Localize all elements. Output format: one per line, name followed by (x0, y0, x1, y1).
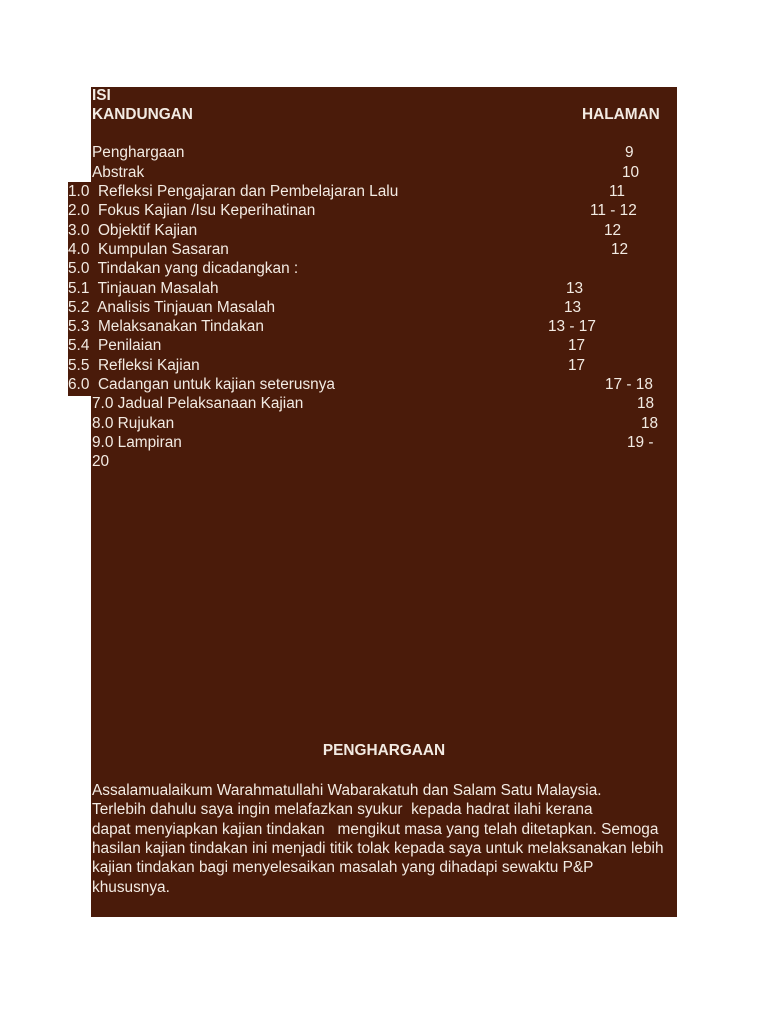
toc-entry (0, 375, 768, 394)
toc-title-row-1 (0, 86, 768, 105)
paragraph-line (0, 878, 768, 897)
paragraph-line (0, 839, 768, 858)
toc-entry-label: 3.0 Objektif Kajian (68, 221, 198, 239)
toc-entry-label: 5.1 Tinjauan Masalah (68, 279, 219, 297)
toc-entry-label: 5.5 Refleksi Kajian (68, 356, 200, 374)
toc-entry-label: 5.4 Penilaian (68, 337, 162, 355)
paragraph-line-text: hasilan kajian tindakan ini menjadi titik tolak kepada saya untuk melaksanakan lebih (92, 839, 664, 857)
acknowledgement-heading: PENGHARGAAN (322, 742, 446, 759)
paragraph-line-text: khususnya. (92, 878, 170, 896)
paragraph-line-text: Assalamualaikum Warahmatullahi Wabarakatuh dan Salam Satu Malaysia. (92, 782, 602, 799)
toc-entry-label: 6.0 Cadangan untuk kajian seterusnya (68, 376, 335, 393)
toc-entry (0, 221, 768, 240)
toc-entry-label: 5.2 Analisis Tinjauan Masalah (68, 298, 276, 316)
paragraph-line-text: kajian tindakan bagi menyelesaikan masalah yang dihadapi sewaktu P&P (92, 859, 594, 877)
toc-entry (0, 433, 768, 452)
toc-entry-page: 13 (566, 279, 584, 297)
toc-entry (0, 259, 768, 278)
toc-entry (0, 279, 768, 298)
toc-entry-label: 1.0 Refleksi Pengajaran dan Pembelajaran Lalu (68, 183, 399, 200)
toc-entry-label: 5.0 Tindakan yang dicadangkan : (68, 260, 299, 278)
toc-entry-page: 13 - 17 (548, 318, 596, 336)
toc-entry-page: 17 - 18 (605, 376, 653, 393)
toc-entry (0, 163, 768, 182)
toc-entry-label: 8.0 Rujukan (92, 414, 175, 432)
paragraph-line-text: dapat menyiapkan kajian tindakan mengikut masa yang telah ditetapkan. Semoga (92, 820, 659, 838)
toc-entry (0, 394, 768, 413)
toc-entry-page: 10 (622, 163, 640, 181)
toc-entry-page: 12 (604, 221, 622, 239)
toc-entry-label: 5.3 Melaksanakan Tindakan (68, 318, 264, 336)
toc-entry (0, 182, 768, 201)
toc-entry (0, 317, 768, 336)
toc-entry-page: 9 (625, 144, 634, 162)
toc-entry (0, 336, 768, 355)
toc-page-header: HALAMAN (582, 105, 660, 123)
toc-entry-page: 11 (609, 183, 625, 200)
paragraph-line-text: Terlebih dahulu saya ingin melafazkan syukur kepada hadrat ilahi kerana (92, 801, 593, 819)
toc-title-kandungan: KANDUNGAN (92, 105, 193, 123)
toc-entry (0, 240, 768, 259)
toc-entry-page: 12 (611, 240, 629, 258)
paragraph-line (0, 820, 768, 839)
toc-entry-label: Abstrak (92, 163, 145, 181)
toc-entry-page-wrap (0, 452, 768, 471)
toc-entry-label: Penghargaan (92, 144, 185, 162)
toc-entry-page: 18 (641, 414, 659, 432)
paragraph-line (0, 800, 768, 819)
toc-entry (0, 143, 768, 162)
toc-entry (0, 414, 768, 433)
toc-entry (0, 201, 768, 220)
acknowledgement-heading-row (0, 741, 768, 760)
toc-entry-label: 7.0 Jadual Pelaksanaan Kajian (92, 395, 304, 413)
toc-title-row-2 (0, 105, 768, 124)
toc-entry-page: 18 (637, 395, 655, 413)
toc-entry-label: 4.0 Kumpulan Sasaran (68, 240, 229, 258)
toc-entry-page: 13 (564, 298, 582, 316)
paragraph-line (0, 858, 768, 877)
toc-entry (0, 298, 768, 317)
toc-entry-page: 17 (568, 356, 586, 374)
paragraph-line (0, 781, 768, 800)
toc-entry-page: 19 - (627, 433, 654, 451)
toc-entry-label: 2.0 Fokus Kajian /Isu Keperihatinan (68, 202, 316, 220)
toc-entry-label: 9.0 Lampiran (92, 433, 182, 451)
toc-title-isi: ISI (92, 86, 111, 104)
toc-entry-page: 11 - 12 (590, 202, 637, 220)
toc-entry-page-continued: 20 (92, 453, 110, 471)
toc-entry (0, 356, 768, 375)
toc-entry-page: 17 (568, 337, 586, 355)
